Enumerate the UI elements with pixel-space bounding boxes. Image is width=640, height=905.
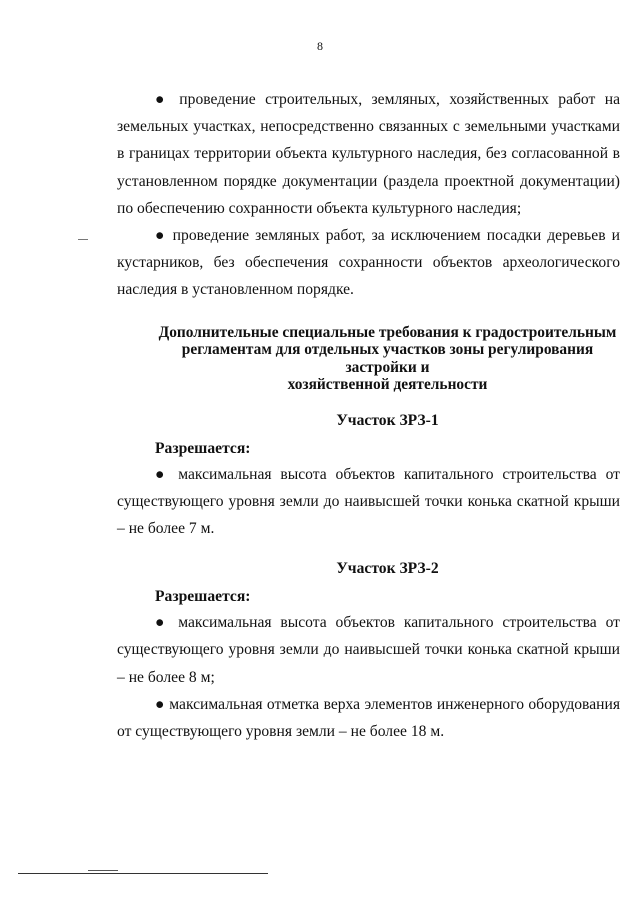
section-heading (117, 324, 620, 394)
bullet-paragraph: ● максимальная отметка верха элементов инженерного оборудования от существующего уровня земли – не более 18 м. (117, 695, 620, 741)
bullet-paragraph: ● проведение земляных работ, за исключением посадки деревьев и кустарников, без обеспечения сохранности объектов археологического наследия в установленном порядке. (117, 227, 620, 299)
subsection-title: Участок ЗРЗ-2 (336, 560, 439, 578)
heading-line: хозяйственной деятельности (287, 376, 488, 394)
heading-line: регламентам для отдельных участков зоны регулирования застройки и (181, 341, 594, 376)
bullet-paragraph: ● максимальная высота объектов капитального строительства от существующего уровня земли до наивысшей точки конька скатной крыши – не более 8 м; (117, 614, 620, 686)
page-number: 8 (317, 39, 323, 53)
bullet-paragraph: ● проведение строительных, земляных, хозяйственных работ на земельных участках, непосредственно связанных с земельными участками в границах территории объекта культурного наследия, без согласованной в установленном порядке документации (раздела проектной документации) по обеспечению сохранности объекта культурного наследия; (117, 91, 620, 217)
allowed-label: Разрешается: (155, 439, 251, 457)
heading-line: Дополнительные специальные требования к градостроительным (158, 323, 617, 341)
bullet-paragraph: ● максимальная высота объектов капитального строительства от существующего уровня земли до наивысшей точки конька скатной крыши – не более 7 м. (117, 465, 620, 538)
footer-rule (18, 873, 268, 874)
document-body (117, 86, 620, 745)
subsection-title: Участок ЗРЗ-1 (336, 411, 439, 429)
footer-rule-mark (88, 870, 118, 871)
allowed-label: Разрешается: (155, 588, 251, 606)
margin-mark (78, 239, 88, 240)
